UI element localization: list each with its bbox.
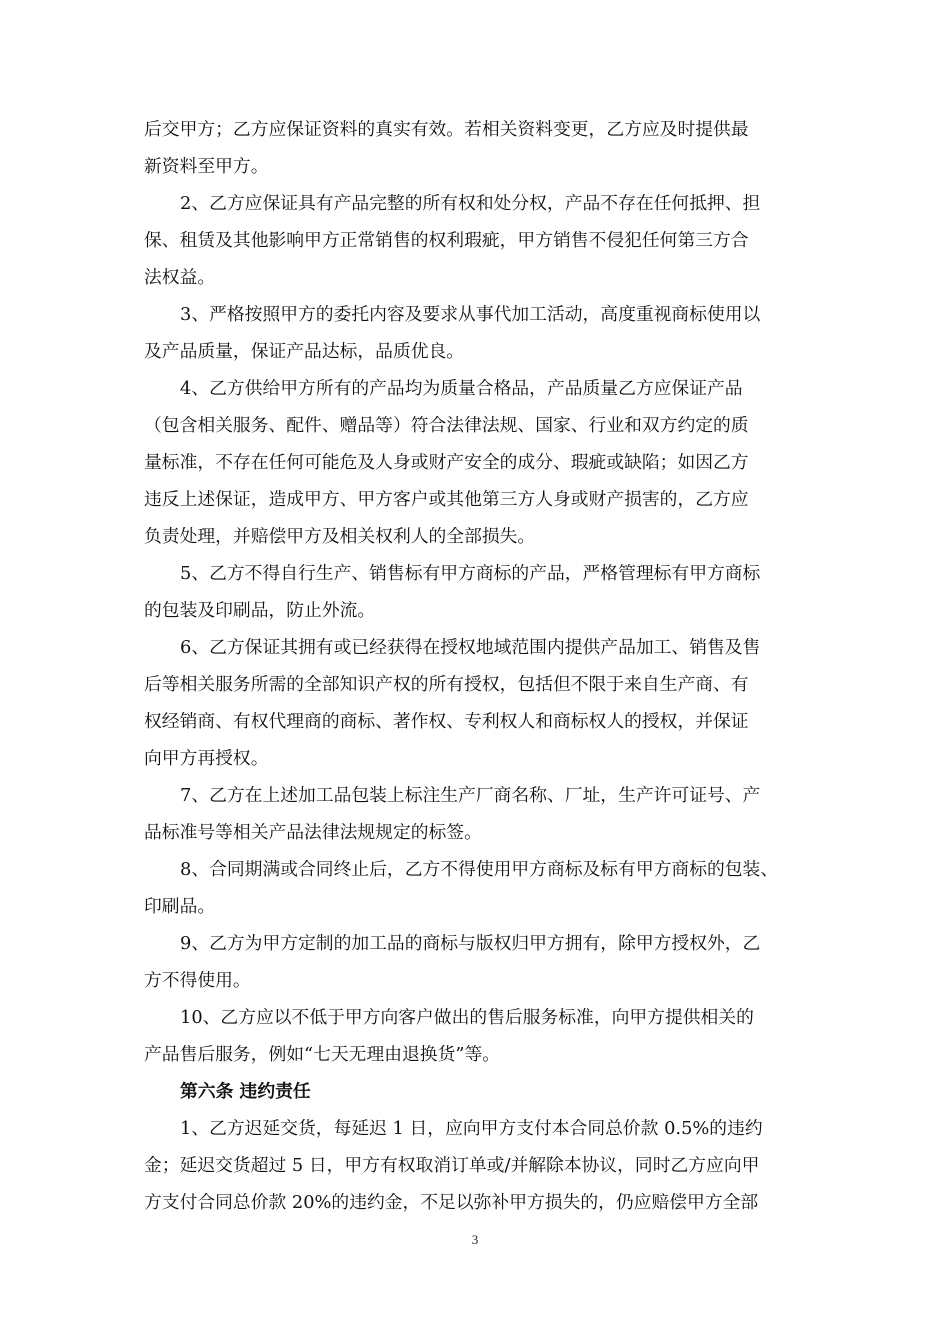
text-line: 3、严格按照甲方的委托内容及要求从事代加工活动，高度重视商标使用以 [180,304,761,325]
text-line: 2、乙方应保证具有产品完整的所有权和处分权，产品不存在任何抵押、担 [180,193,761,214]
text-line: 负责处理，并赔偿甲方及相关权利人的全部损失。 [144,526,536,547]
text-line: 金；延迟交货超过 5 日，甲方有权取消订单或/并解除本协议，同时乙方应向甲 [144,1155,760,1176]
text-line: 8、合同期满或合同终止后，乙方不得使用甲方商标及标有甲方商标的包装、 [180,859,779,880]
text-line: 向甲方再授权。 [144,748,269,769]
text-line: 的包装及印刷品，防止外流。 [144,600,376,621]
text-line: 法权益。 [144,267,216,288]
text-line: 权经销商、有权代理商的商标、著作权、专利权人和商标权人的授权，并保证 [144,711,749,732]
text-line: 1、乙方迟延交货，每延迟 1 日，应向甲方支付本合同总价款 0.5%的违约 [180,1118,763,1139]
text-line: 及产品质量，保证产品达标，品质优良。 [144,341,465,362]
text-line: 产品售后服务，例如“七天无理由退换货”等。 [144,1044,501,1065]
text-line: （包含相关服务、配件、赠品等）符合法律法规、国家、行业和双方约定的质 [144,415,749,436]
text-line: 后等相关服务所需的全部知识产权的所有授权，包括但不限于来自生产商、有 [144,674,749,695]
text-line: 违反上述保证，造成甲方、甲方客户或其他第三方人身或财产损害的，乙方应 [144,489,749,510]
page-number: 3 [471,1232,479,1247]
text-line: 方不得使用。 [144,970,251,991]
text-line: 后交甲方；乙方应保证资料的真实有效。若相关资料变更，乙方应及时提供最 [144,119,749,140]
text-line: 7、乙方在上述加工品包装上标注生产厂商名称、厂址，生产许可证号、产 [180,785,761,806]
text-line: 品标准号等相关产品法律法规规定的标签。 [144,822,482,843]
text-line: 方支付合同总价款 20%的违约金，不足以弥补甲方损失的，仍应赔偿甲方全部 [144,1192,759,1213]
text-line: 6、乙方保证其拥有或已经获得在授权地域范围内提供产品加工、销售及售 [180,637,761,658]
text-line: 5、乙方不得自行生产、销售标有甲方商标的产品，严格管理标有甲方商标 [180,563,761,584]
text-line: 量标准，不存在任何可能危及人身或财产安全的成分、瑕疵或缺陷；如因乙方 [144,452,749,473]
text-line: 10、乙方应以不低于甲方向客户做出的售后服务标准，向甲方提供相关的 [180,1007,754,1028]
section-heading: 第六条 违约责任 [180,1081,311,1102]
text-line: 保、租赁及其他影响甲方正常销售的权利瑕疵，甲方销售不侵犯任何第三方合 [144,230,749,251]
text-line: 印刷品。 [144,896,216,917]
text-line: 新资料至甲方。 [144,156,269,177]
text-line: 4、乙方供给甲方所有的产品均为质量合格品，产品质量乙方应保证产品 [180,378,743,399]
text-line: 9、乙方为甲方定制的加工品的商标与版权归甲方拥有，除甲方授权外，乙 [180,933,761,954]
